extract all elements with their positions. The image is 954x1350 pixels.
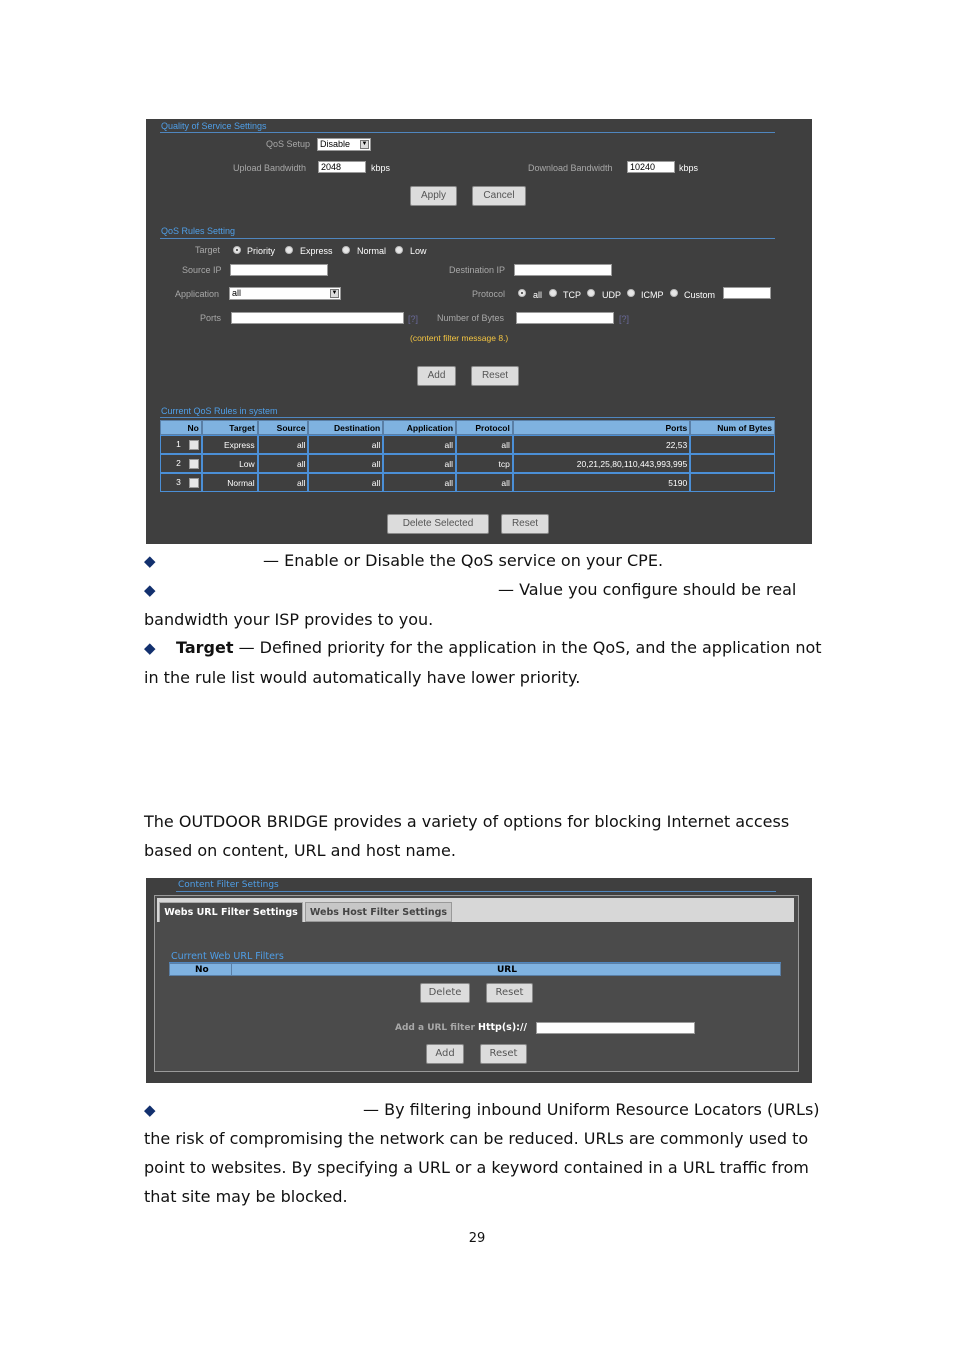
upload-unit: kbps [371, 163, 391, 173]
reset-url-button[interactable]: Reset [480, 1044, 527, 1064]
content-filter-frame [154, 895, 799, 1072]
col-source: Source [258, 420, 309, 435]
destination-ip-input[interactable] [514, 264, 612, 276]
destination-ip-label: Destination IP [449, 265, 506, 275]
content-filter-title: Content Filter Settings [178, 880, 279, 890]
col-destination: Destination [308, 420, 383, 435]
reset-button[interactable]: Reset [486, 983, 533, 1003]
qos-setup-description: — Enable or Disable the QoS service on your CPE. [263, 551, 664, 570]
target-term: Target [176, 638, 234, 657]
ports-cell: 22,53 [513, 435, 690, 454]
protocol-udp-radio[interactable] [587, 289, 595, 297]
bullet-icon: ◆ [144, 639, 156, 657]
col-ports: Ports [513, 420, 690, 435]
qos-setup-label: QoS Setup [266, 139, 311, 149]
target-low-label: Low [410, 246, 427, 256]
tab-url-filter[interactable]: Webs URL Filter Settings [159, 902, 303, 922]
source-ip-label: Source IP [182, 265, 222, 275]
row-no-cell: 1 [160, 435, 202, 454]
bytes-help-link[interactable]: [?] [619, 314, 630, 324]
row-select-checkbox[interactable] [189, 459, 199, 469]
ports-help-link[interactable]: [?] [408, 314, 419, 324]
target-priority-radio[interactable] [233, 246, 241, 254]
target-normal-label: Normal [357, 246, 387, 256]
bandwidth-description-cont: bandwidth your ISP provides to you. [144, 610, 434, 629]
qos-settings-screenshot [146, 119, 812, 544]
protocol-tcp-radio[interactable] [549, 289, 557, 297]
target-express-radio[interactable] [285, 246, 293, 254]
url-filter-table-header [169, 963, 781, 976]
table-row [160, 454, 775, 473]
protocol-label: Protocol [472, 289, 506, 299]
protocol-custom-radio[interactable] [670, 289, 678, 297]
protocol-custom-label: Custom [684, 290, 716, 300]
protocol-tcp-label: TCP [563, 290, 581, 300]
source-cell: all [258, 473, 309, 492]
application-cell: all [383, 454, 456, 473]
protocol-custom-input[interactable] [723, 287, 771, 299]
application-label: Application [175, 289, 220, 299]
download-bandwidth-label: Download Bandwidth [528, 163, 613, 173]
upload-bandwidth-input[interactable]: 2048 [318, 161, 366, 173]
row-select-checkbox[interactable] [189, 440, 199, 450]
chevron-down-icon: ▼ [361, 141, 368, 147]
protocol-icmp-label: ICMP [641, 290, 664, 300]
col-no: No [160, 420, 202, 435]
table-row [160, 473, 775, 492]
row-no-cell: 3 [160, 473, 202, 492]
col-no: No [195, 965, 209, 975]
download-bandwidth-input[interactable]: 10240 [627, 161, 675, 173]
application-select[interactable]: all ▼ [229, 287, 341, 300]
source-cell: all [258, 435, 309, 454]
add-url-button[interactable]: Add [426, 1044, 464, 1064]
table-header-row [160, 420, 775, 435]
qos-rules-table [160, 420, 775, 492]
content-filter-screenshot [146, 878, 812, 1083]
current-url-filters-title: Current Web URL Filters [171, 951, 284, 962]
divider [160, 238, 775, 239]
target-cell: Low [202, 454, 258, 473]
source-ip-input[interactable] [230, 264, 328, 276]
url-filter-input[interactable] [536, 1022, 695, 1034]
url-filter-description-l3: point to websites. By specifying a URL or a keyword contained in a URL traffic from [144, 1158, 809, 1177]
ports-label: Ports [200, 313, 222, 323]
target-express-label: Express [300, 246, 333, 256]
protocol-all-label: all [533, 290, 543, 300]
col-url: URL [497, 965, 517, 975]
number-of-bytes-label: Number of Bytes [437, 313, 505, 323]
url-filter-description-l4: that site may be blocked. [144, 1187, 348, 1206]
bytes-cell [690, 473, 775, 492]
number-of-bytes-input[interactable] [516, 312, 614, 324]
protocol-udp-label: UDP [602, 290, 622, 300]
tab-host-filter[interactable]: Webs Host Filter Settings [305, 902, 452, 922]
destination-cell: all [308, 435, 383, 454]
source-cell: all [258, 454, 309, 473]
divider [231, 964, 232, 976]
target-priority-label: Priority [247, 246, 276, 256]
url-filter-description-l2: the risk of compromising the network can be reduced. URLs are commonly used to [144, 1129, 809, 1148]
download-unit: kbps [679, 163, 699, 173]
delete-selected-button[interactable]: Delete Selected [387, 514, 489, 534]
col-num-of-bytes: Num of Bytes [690, 420, 775, 435]
divider [160, 417, 775, 418]
col-target: Target [202, 420, 258, 435]
delete-button[interactable]: Delete [420, 983, 470, 1003]
ports-cell: 5190 [513, 473, 690, 492]
page-number: 29 [468, 1231, 486, 1246]
row-select-checkbox[interactable] [189, 478, 199, 488]
reset-table-button[interactable]: Reset [501, 514, 549, 534]
cancel-button[interactable]: Cancel [472, 186, 526, 206]
add-url-filter-label: Add a URL filter [395, 1023, 475, 1033]
qos-rules-title: QoS Rules Setting [161, 226, 236, 236]
bullet-icon: ◆ [144, 581, 156, 599]
apply-button[interactable]: Apply [410, 186, 457, 206]
protocol-all-radio[interactable] [518, 289, 526, 297]
target-description-cont: in the rule list would automatically have lower priority. [144, 668, 581, 687]
bullet-icon: ◆ [144, 552, 156, 570]
add-rule-button[interactable]: Add [417, 366, 456, 386]
protocol-cell: tcp [456, 454, 513, 473]
application-cell: all [383, 473, 456, 492]
protocol-cell: all [456, 435, 513, 454]
bytes-cell [690, 435, 775, 454]
divider [176, 891, 776, 892]
target-normal-radio[interactable] [342, 246, 350, 254]
row-no-cell: 2 [160, 454, 202, 473]
bandwidth-description: — Value you configure should be real [498, 580, 797, 599]
reset-rule-button[interactable]: Reset [471, 366, 519, 386]
target-label: Target [195, 245, 221, 255]
target-cell: Normal [202, 473, 258, 492]
target-description: Target — Defined priority for the application in the QoS, and the application not [176, 638, 822, 657]
qos-settings-title: Quality of Service Settings [161, 121, 267, 131]
chevron-down-icon: ▼ [331, 290, 338, 296]
table-row [160, 435, 775, 454]
target-cell: Express [202, 435, 258, 454]
content-filter-intro-line1: The OUTDOOR BRIDGE provides a variety of options for blocking Internet access [144, 812, 790, 831]
upload-bandwidth-label: Upload Bandwidth [233, 163, 307, 173]
destination-cell: all [308, 454, 383, 473]
tab-bar [157, 898, 794, 922]
divider [160, 132, 775, 133]
content-filter-note: (content filter message 8.) [410, 333, 509, 343]
target-low-radio[interactable] [395, 246, 403, 254]
current-rules-title: Current QoS Rules in system [161, 406, 278, 416]
content-filter-intro-line2: based on content, URL and host name. [144, 841, 456, 860]
destination-cell: all [308, 473, 383, 492]
protocol-icmp-radio[interactable] [627, 289, 635, 297]
bytes-cell [690, 454, 775, 473]
application-cell: all [383, 435, 456, 454]
protocol-cell: all [456, 473, 513, 492]
http-prefix-label: Http(s):// [478, 1022, 527, 1033]
ports-input[interactable] [231, 312, 404, 324]
bullet-icon: ◆ [144, 1101, 156, 1119]
qos-setup-select[interactable]: Disable ▼ [317, 138, 371, 151]
col-protocol: Protocol [456, 420, 513, 435]
col-application: Application [383, 420, 456, 435]
url-filter-description: — By filtering inbound Uniform Resource Locators (URLs) [363, 1100, 820, 1119]
ports-cell: 20,21,25,80,110,443,993,995 [513, 454, 690, 473]
